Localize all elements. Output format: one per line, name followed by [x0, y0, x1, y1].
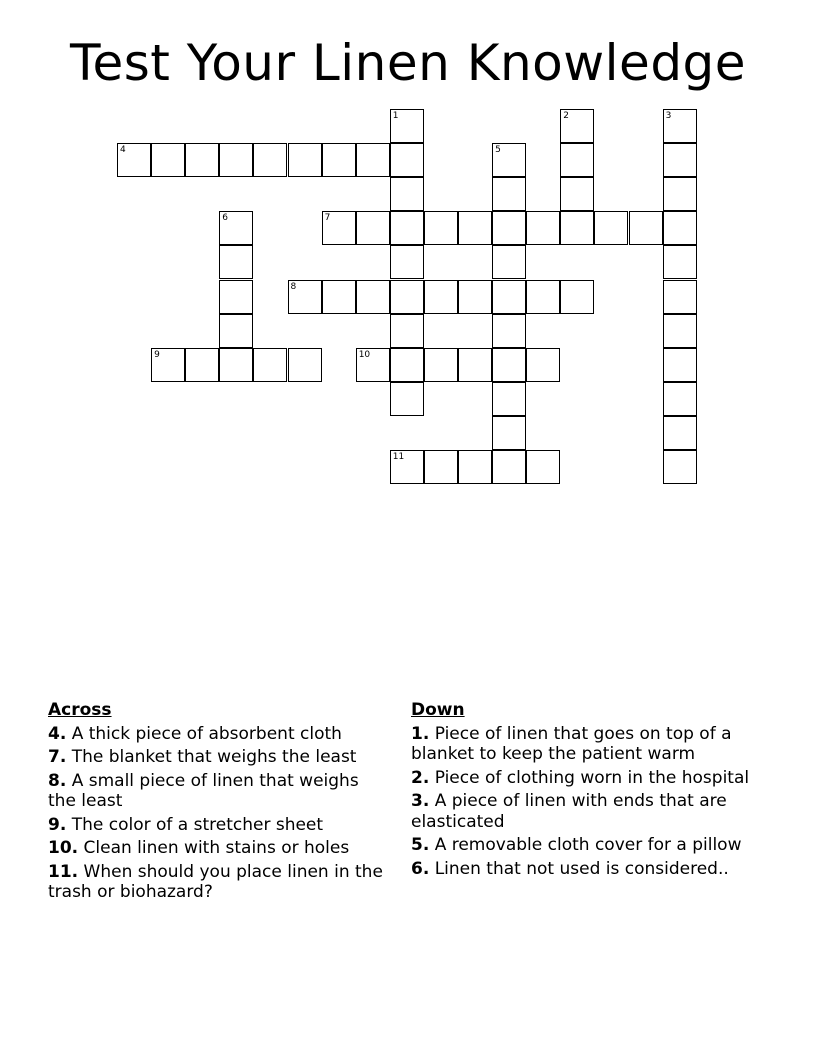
grid-cell[interactable] — [356, 143, 390, 177]
grid-cell[interactable] — [663, 416, 697, 450]
grid-cell[interactable] — [663, 314, 697, 348]
grid-cell[interactable] — [219, 211, 253, 245]
clue-number-label: 4 — [120, 145, 126, 156]
grid-cell[interactable] — [424, 280, 458, 314]
down-clue — [411, 835, 756, 856]
grid-cell[interactable] — [390, 109, 424, 143]
grid-cell[interactable] — [390, 177, 424, 211]
clue-number-label: 5 — [495, 145, 501, 156]
clue-text: Clean linen with stains or holes — [83, 838, 350, 858]
down-clue — [411, 791, 756, 832]
clue-number: 1. — [411, 723, 430, 744]
grid-cell[interactable] — [151, 143, 185, 177]
grid-cell[interactable] — [663, 143, 697, 177]
grid-cell[interactable] — [219, 245, 253, 279]
clue-number: 11. — [48, 861, 79, 882]
crossword-grid — [0, 0, 816, 500]
grid-cell[interactable] — [663, 109, 697, 143]
grid-cell[interactable] — [492, 177, 526, 211]
clue-number: 10. — [48, 838, 79, 858]
clue-number: 4. — [48, 723, 67, 744]
grid-cell[interactable] — [458, 348, 492, 382]
clue-text: Piece of linen that goes on top of a blanket to keep the patient warm — [411, 723, 732, 764]
down-clues — [411, 700, 756, 882]
grid-cell[interactable] — [492, 143, 526, 177]
grid-cell[interactable] — [288, 143, 322, 177]
grid-cell[interactable] — [492, 211, 526, 245]
clue-number: 7. — [48, 747, 67, 767]
grid-cell[interactable] — [560, 211, 594, 245]
across-clues — [48, 700, 383, 906]
grid-cell[interactable] — [117, 143, 151, 177]
grid-cell[interactable] — [663, 177, 697, 211]
clue-number-label: 7 — [324, 213, 331, 224]
across-clue — [48, 838, 383, 859]
grid-cell[interactable] — [663, 382, 697, 416]
clue-number: 6. — [411, 858, 430, 879]
grid-cell[interactable] — [560, 280, 594, 314]
clue-number-label: 10 — [358, 349, 371, 360]
grid-cell[interactable] — [560, 143, 594, 177]
across-clue — [48, 815, 383, 836]
grid-cell[interactable] — [492, 416, 526, 450]
grid-cell[interactable] — [356, 280, 390, 314]
grid-cell[interactable] — [390, 382, 424, 416]
clue-number: 3. — [411, 791, 430, 811]
grid-cell[interactable] — [185, 143, 219, 177]
grid-cell[interactable] — [322, 211, 356, 245]
grid-cell[interactable] — [390, 211, 424, 245]
grid-cell[interactable] — [322, 143, 356, 177]
grid-cell[interactable] — [288, 348, 322, 382]
down-clue — [411, 768, 756, 789]
down-heading: Down — [411, 700, 465, 720]
clue-number-label: 8 — [290, 281, 297, 292]
grid-cell[interactable] — [356, 348, 390, 382]
grid-cell[interactable] — [458, 211, 492, 245]
grid-cell[interactable] — [322, 280, 356, 314]
clue-number-label: 3 — [665, 111, 672, 121]
grid-cell[interactable] — [560, 177, 594, 211]
grid-cell[interactable] — [288, 280, 322, 314]
clue-text: A piece of linen with ends that are elasticated — [411, 791, 727, 832]
grid-cell[interactable] — [390, 280, 424, 314]
grid-cell[interactable] — [253, 143, 287, 177]
grid-cell[interactable] — [629, 211, 663, 245]
clue-text: Piece of clothing worn in the hospital — [434, 767, 750, 788]
clue-number-label: 1 — [392, 111, 399, 121]
grid-cell[interactable] — [219, 143, 253, 177]
grid-cell[interactable] — [390, 450, 424, 484]
grid-cell[interactable] — [219, 348, 253, 382]
clue-text: The blanket that weighs the least — [71, 747, 357, 767]
clue-number: 2. — [411, 767, 430, 788]
clue-text: A thick piece of absorbent cloth — [71, 723, 342, 744]
clue-number-label: 6 — [222, 213, 229, 224]
grid-cell[interactable] — [526, 211, 560, 245]
grid-cell[interactable] — [526, 280, 560, 314]
grid-cell[interactable] — [185, 348, 219, 382]
grid-cell[interactable] — [663, 348, 697, 382]
grid-cell[interactable] — [390, 314, 424, 348]
clue-number: 5. — [411, 835, 430, 855]
clue-number-label: 2 — [563, 111, 570, 121]
clue-number: 8. — [48, 770, 67, 791]
page-title: Test Your Linen Knowledge — [69, 34, 747, 92]
clue-number-label: 9 — [154, 349, 160, 360]
grid-cell[interactable] — [526, 450, 560, 484]
grid-cell[interactable] — [492, 382, 526, 416]
grid-cell[interactable] — [390, 348, 424, 382]
across-heading: Across — [48, 700, 112, 720]
grid-cell[interactable] — [458, 450, 492, 484]
across-clue — [48, 724, 383, 745]
clue-text: A small piece of linen that weighs the least — [48, 770, 359, 811]
grid-cell[interactable] — [492, 450, 526, 484]
grid-cell[interactable] — [663, 280, 697, 314]
grid-cell[interactable] — [356, 211, 390, 245]
grid-cell[interactable] — [663, 450, 697, 484]
grid-cell[interactable] — [424, 450, 458, 484]
across-clue — [48, 771, 383, 812]
down-clue — [411, 859, 756, 880]
grid-cell[interactable] — [663, 245, 697, 279]
grid-cell[interactable] — [492, 280, 526, 314]
grid-cell[interactable] — [492, 348, 526, 382]
clue-number-label: 11 — [392, 452, 405, 462]
down-clue — [411, 724, 756, 765]
grid-cell[interactable] — [492, 245, 526, 279]
grid-cell[interactable] — [560, 109, 594, 143]
across-clue — [48, 747, 383, 768]
grid-cell[interactable] — [663, 211, 697, 245]
grid-cell[interactable] — [492, 314, 526, 348]
grid-cell[interactable] — [458, 280, 492, 314]
grid-cell[interactable] — [390, 143, 424, 177]
grid-cell[interactable] — [594, 211, 628, 245]
grid-cell[interactable] — [424, 211, 458, 245]
grid-cell[interactable] — [253, 348, 287, 382]
grid-cell[interactable] — [390, 245, 424, 279]
across-clue — [48, 862, 383, 903]
clue-number: 9. — [48, 814, 67, 835]
grid-cell[interactable] — [219, 314, 253, 348]
clue-text: When should you place linen in the trash or biohazard? — [48, 861, 383, 902]
clue-text: Linen that not used is considered.. — [434, 858, 729, 879]
grid-cell[interactable] — [424, 348, 458, 382]
grid-cell[interactable] — [219, 280, 253, 314]
grid-cell[interactable] — [151, 348, 185, 382]
grid-cell[interactable] — [526, 348, 560, 382]
clue-text: A removable cloth cover for a pillow — [434, 835, 742, 855]
clue-text: The color of a stretcher sheet — [71, 814, 324, 835]
